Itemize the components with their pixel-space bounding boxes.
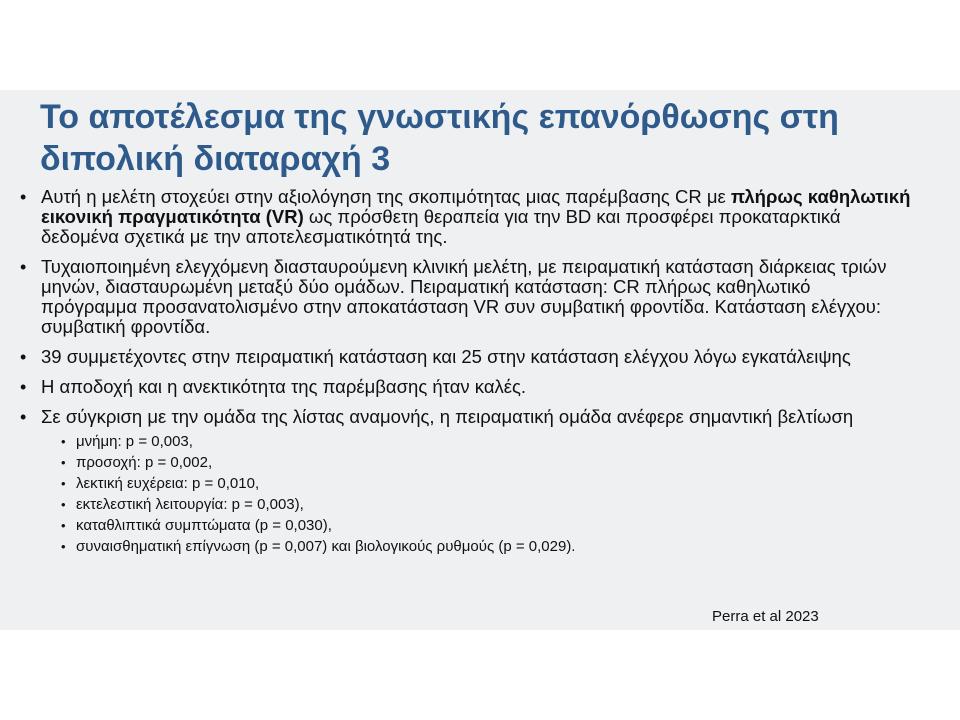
sub-bullet-item: [41, 536, 911, 557]
bullet-dot-icon: •: [20, 347, 27, 367]
sub-bullet-text: συναισθηματική επίγνωση (p = 0,007) και βιολογικούς ρυθμούς (p = 0,029).: [76, 538, 576, 555]
sub-bullet-dot-icon: •: [61, 455, 66, 470]
slide: [0, 90, 960, 630]
sub-bullet-item: [41, 494, 911, 515]
bullet-dot-icon: •: [20, 377, 27, 397]
sub-bullet-item: [41, 431, 911, 452]
bullet-text: Σε σύγκριση με την ομάδα της λίστας αναμονής, η πειραματική ομάδα ανέφερε σημαντική βελτίωση: [41, 406, 854, 427]
sub-bullet-text: εκτελεστική λειτουργία: p = 0,003),: [76, 496, 304, 513]
bullet-dot-icon: •: [20, 257, 27, 277]
sub-bullet-text: προσοχή: p = 0,002,: [76, 454, 213, 471]
sub-bullet-text: καταθλιπτικά συμπτώματα (p = 0,030),: [76, 517, 332, 534]
sub-bullet-list: [41, 431, 911, 557]
bullet-text: Η αποδοχή και η ανεκτικότητα της παρέμβασης ήταν καλές.: [41, 376, 527, 397]
sub-bullet-dot-icon: •: [61, 476, 66, 491]
sub-bullet-dot-icon: •: [61, 434, 66, 449]
bullet-text: Τυχαιοποιημένη ελεγχόμενη διασταυρούμενη κλινική μελέτη, με πειραματική κατάσταση διάρκειας τριών μηνών, διασταυρωμένη μεταξύ δύο ομάδων. Πειραματική κατάσταση: CR πλήρως καθηλωτικό πρόγραμμα προσανατολισμένο στην αποκατάσταση VR συν συμβατική φροντίδα. Κατάσταση ελέγχου: συμβατική φροντίδα.: [41, 256, 887, 337]
sub-bullet-text: μνήμη: p = 0,003,: [76, 433, 193, 450]
bullet-item-design: [0, 257, 911, 337]
sub-bullet-dot-icon: •: [61, 518, 66, 533]
bullet-dot-icon: •: [20, 407, 27, 427]
citation: Perra et al 2023: [712, 608, 819, 625]
sub-bullet-dot-icon: •: [61, 539, 66, 554]
sub-bullet-dot-icon: •: [61, 497, 66, 512]
bullet-dot-icon: •: [20, 187, 27, 207]
bullet-text-bold: πλήρως καθηλωτική εικονική πραγματικότητα (VR): [41, 186, 911, 227]
bullet-item-results: [0, 407, 911, 557]
bullet-text-before: Αυτή η μελέτη στοχεύει στην αξιολόγηση της σκοπιμότητας μιας παρέμβασης CR με: [41, 186, 731, 207]
sub-bullet-item: [41, 452, 911, 473]
bullet-item-acceptability: [0, 377, 911, 397]
sub-bullet-item: [41, 473, 911, 494]
slide-title: Το αποτέλεσμα της γνωστικής επανόρθωσης στη διπολική διαταραχή 3: [40, 98, 839, 178]
sub-bullet-item: [41, 515, 911, 536]
sub-bullet-text: λεκτική ευχέρεια: p = 0,010,: [76, 475, 260, 492]
bullet-text-after: ως πρόσθετη θεραπεία για την BD και προσφέρει προκαταρκτικά δεδομένα σχετικά με την αποτελεσματικότητά της.: [41, 206, 841, 247]
bullet-item-participants: [0, 347, 911, 367]
bullet-text: 39 συμμετέχοντες στην πειραματική κατάσταση και 25 στην κατάσταση ελέγχου λόγω εγκατάλειψης: [41, 346, 851, 367]
bullet-list: [0, 187, 960, 567]
bullet-item-aim: [0, 187, 911, 247]
